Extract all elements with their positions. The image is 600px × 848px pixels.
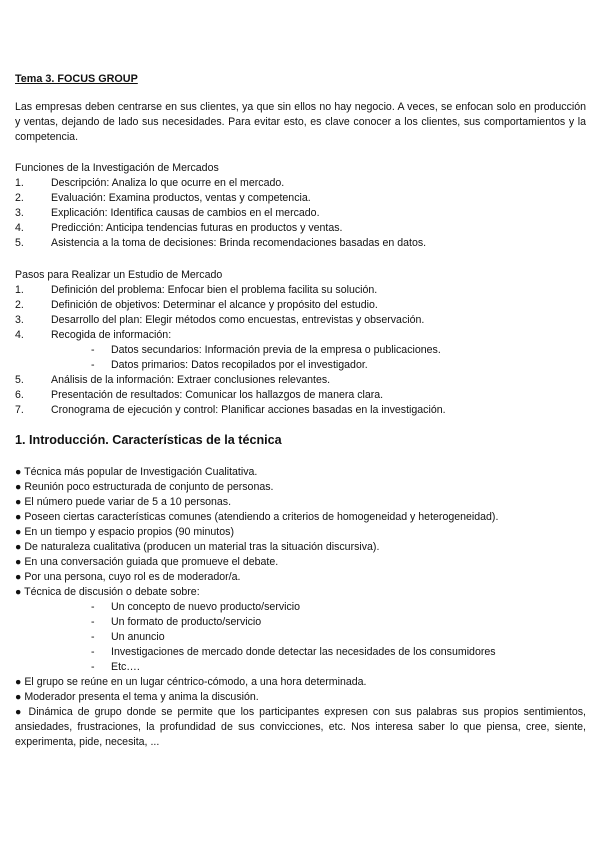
list-item: 1. Descripción: Analiza lo que ocurre en el mercado. — [15, 177, 285, 189]
list-item: 2. Definición de objetivos: Determinar el alcance y propósito del estudio. — [15, 299, 378, 311]
bullet-item: ● Técnica de discusión o debate sobre: — [15, 586, 200, 598]
bullet-item: ● El número puede variar de 5 a 10 personas. — [15, 496, 232, 508]
list-item: 5. Análisis de la información: Extraer conclusiones relevantes. — [15, 374, 331, 386]
sub-list-item: - Un formato de producto/servicio — [91, 616, 262, 628]
bullet-item: ● De naturaleza cualitativa (producen un material tras la situación discursiva). — [15, 541, 380, 553]
bullet-item: ● Reunión poco estructurada de conjunto de personas. — [15, 481, 274, 493]
sub-list-item: - Investigaciones de mercado donde detectar las necesidades de los consumidores — [91, 646, 496, 658]
sub-list-item: - Etc…. — [91, 661, 140, 673]
bullet-item: ● Poseen ciertas características comunes (atendiendo a criterios de homogeneidad y heterogeneidad). — [15, 511, 499, 523]
list-item: 4. Recogida de información: — [15, 329, 172, 341]
document-title: Tema 3. FOCUS GROUP — [15, 73, 138, 85]
bullet-item: ● Por una persona, cuyo rol es de moderador/a. — [15, 571, 241, 583]
list-item: 6. Presentación de resultados: Comunicar los hallazgos de manera clara. — [15, 389, 384, 401]
list-item: 1. Definición del problema: Enfocar bien el problema facilita su solución. — [15, 284, 378, 296]
funciones-section — [15, 161, 586, 251]
sub-list-item: - Datos secundarios: Información previa de la empresa o publicaciones. — [91, 344, 441, 356]
bullet-item: ● Técnica más popular de Investigación Cualitativa. — [15, 466, 258, 478]
list-item: 7. Cronograma de ejecución y control: Planificar acciones basadas en la investigación. — [15, 404, 446, 416]
intro-paragraph: Las empresas deben centrarse en sus clientes, ya que sin ellos no hay negocio. A veces, se enfocan solo en producción y ventas, dejando de lado sus necesidades. Para evitar esto, es clave conocer a los clientes, sus comportamientos y la competencia. — [15, 101, 586, 143]
pasos-section — [15, 268, 586, 418]
bullet-list — [15, 465, 586, 750]
bullet-item: ● En un tiempo y espacio propios (90 minutos) — [15, 526, 234, 538]
pasos-heading: Pasos para Realizar un Estudio de Mercado — [15, 269, 223, 281]
list-item: 3. Explicación: Identifica causas de cambios en el mercado. — [15, 207, 320, 219]
bullet-item: ● En una conversación guiada que promueve el debate. — [15, 556, 279, 568]
sub-list-item: - Datos primarios: Datos recopilados por el investigador. — [91, 359, 368, 371]
list-item: 3. Desarrollo del plan: Elegir métodos como encuestas, entrevistas y observación. — [15, 314, 425, 326]
sub-list-item: - Un concepto de nuevo producto/servicio — [91, 601, 301, 613]
bullet-paragraph: ● Dinámica de grupo donde se permite que los participantes expresen con sus palabras sus propios sentimientos, ansiedades, frustraciones, la profundidad de sus convicciones, etc. Nos interesa saber lo que piensa, cree, siente, experimenta, pide, necesita, ... — [15, 706, 586, 748]
bullet-item: ● Moderador presenta el tema y anima la discusión. — [15, 691, 259, 703]
list-item: 4. Predicción: Anticipa tendencias futuras en productos y ventas. — [15, 222, 343, 234]
list-item: 5. Asistencia a la toma de decisiones: Brinda recomendaciones basadas en datos. — [15, 237, 427, 249]
list-item: 2. Evaluación: Examina productos, ventas y competencia. — [15, 192, 311, 204]
sub-list-item: - Un anuncio — [91, 631, 165, 643]
funciones-heading: Funciones de la Investigación de Mercados — [15, 162, 219, 174]
bullet-item: ● El grupo se reúne en un lugar céntrico-cómodo, a una hora determinada. — [15, 676, 367, 688]
section-heading: 1. Introducción. Características de la técnica — [15, 433, 282, 447]
